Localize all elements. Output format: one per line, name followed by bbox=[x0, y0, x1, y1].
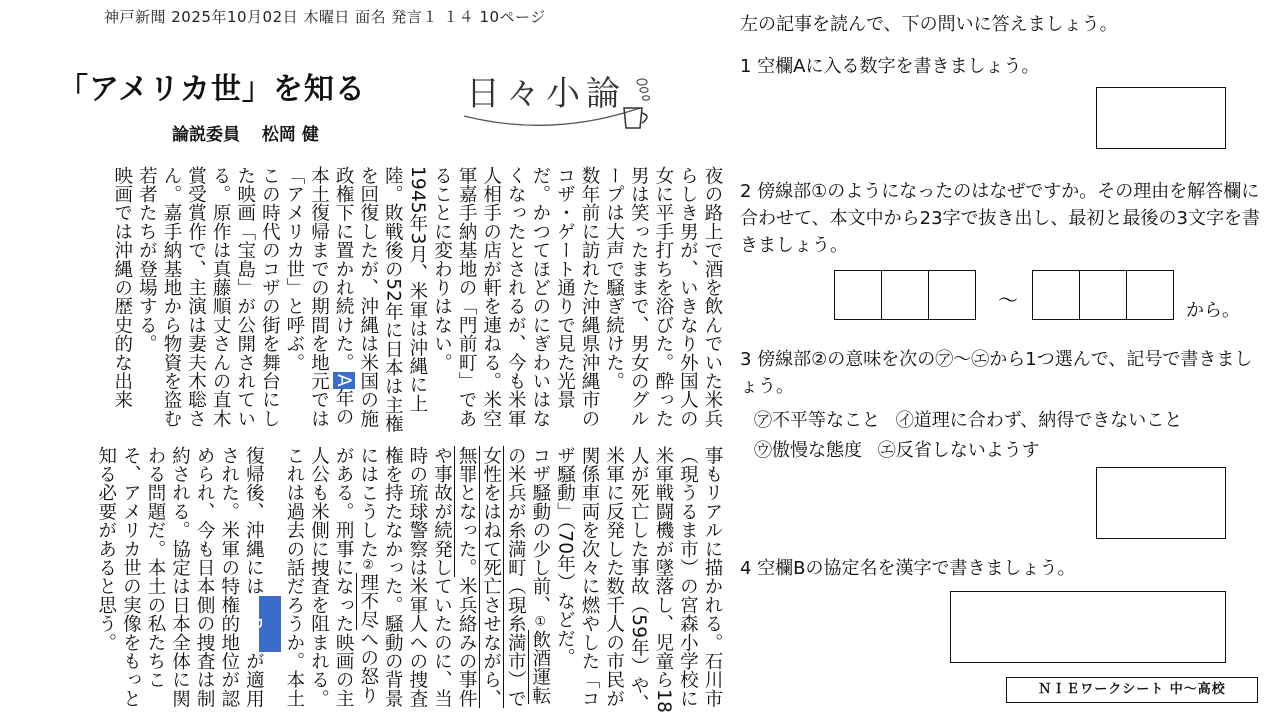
paragraph-text: 年の本土復帰までの期間を地元では「アメリカ世」と呼ぶ。 bbox=[283, 166, 355, 428]
paragraph: 数年前に訪れた沖縄県沖縄市のコザ・ゲート通りで見た光景だ。かつてほどのにぎわいはなくなったとされるが、今も米軍人相手の店が軒を連ねる。米空軍嘉手納基地の「門前町」であることに変わりはない。 bbox=[431, 166, 601, 428]
blank-a: A bbox=[333, 373, 355, 387]
paragraph-text: への怒りがある。刑事になった映画の主人公も米側に捜査を阻まれる。 bbox=[308, 446, 379, 708]
column-name: 日々小論 bbox=[466, 74, 626, 114]
answer-box-q1[interactable] bbox=[1096, 87, 1226, 149]
underlined-phrase-1: 飲酒運転の米兵が糸満町（現糸満市）で女性をはねて死亡させながら、無罪となった。 bbox=[456, 446, 551, 708]
paragraph bbox=[93, 446, 306, 716]
char-box[interactable] bbox=[928, 270, 976, 320]
option-b: ㋑道理に合わず、納得できないこと bbox=[895, 410, 1183, 431]
article-tier-lower bbox=[0, 446, 724, 716]
paragraph-text: これは過去の話だろうか。本土復帰後、沖縄には bbox=[243, 446, 305, 708]
paragraph-text: 1945年3月、米軍は沖縄に上陸。敗戦後の52年に日本は主権を回復したが、沖縄は米国の施政権下に置かれ続けた。 bbox=[333, 166, 428, 434]
option-d: ㋓反省しないようす bbox=[877, 440, 1040, 461]
range-tilde: 〜 bbox=[998, 288, 1018, 312]
paragraph: 事もリアルに描かれる。石川市（現うるま市）の宮森小学校に米軍戦闘機が墜落し、児童ら18人が死亡した事故（59年）や、米軍に反発した数千人の市民が関係車両を次々に燃やした「コザ騒動」（70年）などだ。 bbox=[554, 446, 723, 714]
question-4: 4 空欄Bの協定名を漢字で書きましょう。 bbox=[740, 558, 1076, 579]
question-2: 2 傍線部①のようになったのはなぜですか。その理由を解答欄に合わせて、本文中から23字で抜き出し、最初と最後の3文字を書きましょう。 bbox=[740, 181, 1260, 256]
answer-box-q4[interactable] bbox=[950, 591, 1226, 663]
byline bbox=[172, 120, 335, 145]
paragraph bbox=[281, 166, 429, 436]
question-3: 3 傍線部②の意味を次の㋐〜㋓から1つ選んで、記号で書きましょう。 bbox=[740, 349, 1253, 397]
char-box[interactable] bbox=[1032, 270, 1080, 320]
marker-2: ② bbox=[360, 558, 376, 574]
q2-suffix: から。 bbox=[1186, 300, 1240, 321]
char-box[interactable] bbox=[1126, 270, 1174, 320]
article-headline: 「アメリカ世」を知る bbox=[58, 72, 366, 107]
char-box[interactable] bbox=[834, 270, 882, 320]
paragraph: 夜の路上で酒を飲んでいた米兵らしき男が、いきなり外国人の女に平手打ちを浴びた。酔った男は笑ったままで、男女のグループは大声で騒ぎ続けた。 bbox=[603, 166, 723, 428]
answer-boxes-q2-last bbox=[1032, 270, 1173, 320]
option-a: ㋐不平等なこと bbox=[754, 410, 880, 431]
paragraph-text: 米兵絡みの事件や事故が続発していたのに、当時の琉球警察は米軍人への捜査権を持たなかった。騒動の背景にはこうした bbox=[357, 446, 478, 708]
char-box[interactable] bbox=[881, 270, 929, 320]
paragraph bbox=[306, 446, 552, 716]
article-tier-upper bbox=[0, 166, 724, 436]
cup-icon bbox=[624, 108, 642, 128]
paragraph-text: コザ騒動の少し前、 bbox=[529, 446, 551, 615]
article-body bbox=[0, 160, 732, 720]
marker-1: ① bbox=[532, 614, 548, 630]
column-logo bbox=[462, 58, 662, 138]
blank-b: B bbox=[259, 596, 281, 652]
paragraph: この時代のコザの街を舞台にした映画「宝島」が公開されている。原作は真藤順丈さんの直木賞受賞作で、主演は妻夫木聡さん。嘉手納基地から物資を盗む若者たちが登場する。 bbox=[136, 166, 281, 428]
question-3-options bbox=[754, 406, 1274, 466]
answer-boxes-q2-first bbox=[834, 270, 975, 320]
worksheet-panel bbox=[738, 0, 1280, 720]
worksheet-intro: 左の記事を読んで、下の問いに答えましょう。 bbox=[740, 14, 1118, 35]
paragraph: 映画では沖縄の歴史的な出来 bbox=[111, 166, 133, 410]
source-line: 神戸新聞 2025年10月02日 木曜日 面名 発言１ １４ 10ページ bbox=[104, 8, 546, 26]
byline-name: 松岡 健 bbox=[261, 125, 319, 145]
byline-role: 論説委員 bbox=[172, 125, 240, 145]
char-box[interactable] bbox=[1079, 270, 1127, 320]
underlined-phrase-2: 理不尽 bbox=[357, 573, 379, 630]
answer-box-q3[interactable] bbox=[1096, 467, 1226, 539]
worksheet-footer-tag: ＮＩＥワークシート 中〜高校 bbox=[1006, 677, 1258, 703]
paragraph-text: が適用された。米軍の特権的地位が認められ、今も日本側の捜査は制約される。協定は日本全体に関わる問題だ。本土の私たちこそ、アメリカ世の実像をもっと知る必要があると思う。 bbox=[95, 446, 265, 708]
question-1: 1 空欄Aに入る数字を書きましょう。 bbox=[740, 56, 1040, 77]
option-c: ㋒傲慢な態度 bbox=[754, 440, 862, 461]
